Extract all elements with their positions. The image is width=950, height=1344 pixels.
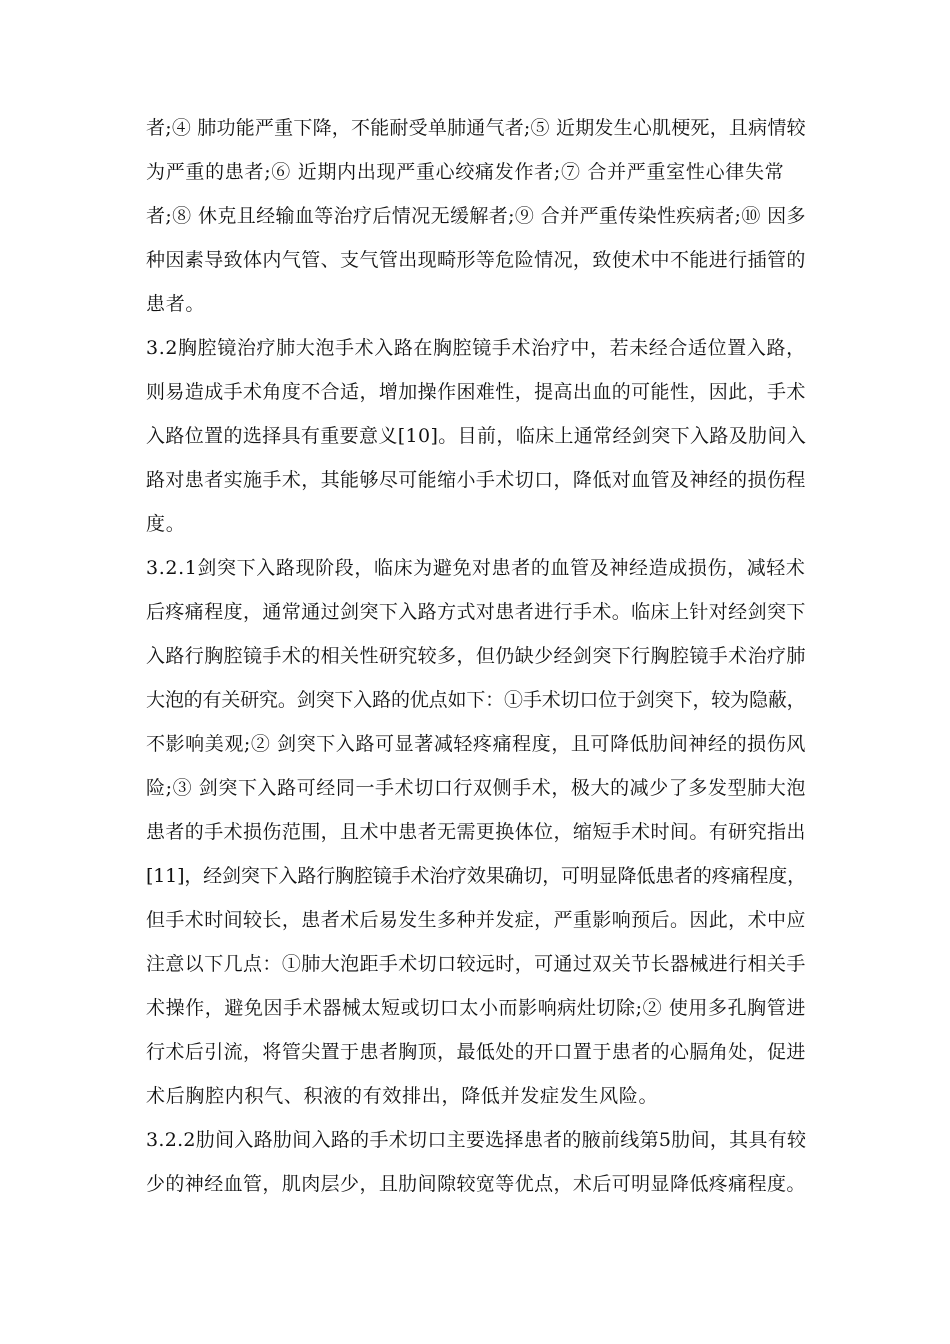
- text-line: 术后胸腔内积气、积液的有效排出，降低并发症发生风险。: [146, 1085, 659, 1107]
- text-line: 不影响美观;② 剑突下入路可显著减轻疼痛程度，且可降低肋间神经的损伤风: [146, 733, 806, 755]
- text-line: 者;⑧ 休克且经输血等治疗后情况无缓解者;⑨ 合并严重传染性疾病者;⑩ 因多: [146, 205, 806, 227]
- text-line: 行术后引流，将管尖置于患者胸顶，最低处的开口置于患者的心膈角处，促进: [146, 1041, 806, 1063]
- text-line: 患者。: [146, 293, 206, 315]
- text-line: 术操作，避免因手术器械太短或切口太小而影响病灶切除;② 使用多孔胸管进: [146, 997, 806, 1019]
- text-line: 后疼痛程度，通常通过剑突下入路方式对患者进行手术。临床上针对经剑突下: [146, 601, 806, 623]
- section-3-2-1-heading-line: 3.2.1剑突下入路现阶段，临床为避免对患者的血管及神经造成损伤，减轻术: [146, 557, 806, 579]
- text-line: 种因素导致体内气管、支气管出现畸形等危险情况，致使术中不能进行插管的: [146, 249, 806, 271]
- text-line: 入路位置的选择具有重要意义[10]。目前，临床上通常经剑突下入路及肋间入: [146, 425, 807, 447]
- text-line: 入路行胸腔镜手术的相关性研究较多，但仍缺少经剑突下行胸腔镜手术治疗肺: [146, 645, 806, 667]
- text-line: 患者的手术损伤范围，且术中患者无需更换体位，缩短手术时间。有研究指出: [146, 821, 806, 843]
- text-line: 少的神经血管，肌肉层少，且肋间隙较宽等优点，术后可明显降低疼痛程度。: [146, 1173, 806, 1195]
- text-line: 路对患者实施手术，其能够尽可能缩小手术切口，降低对血管及神经的损伤程: [146, 469, 806, 491]
- text-line: 度。: [146, 513, 186, 535]
- text-line: 者;④ 肺功能严重下降，不能耐受单肺通气者;⑤ 近期发生心肌梗死，且病情较: [146, 117, 806, 139]
- section-3-2-2-heading-line: 3.2.2肋间入路肋间入路的手术切口主要选择患者的腋前线第5肋间，其具有较: [146, 1129, 807, 1151]
- text-line: 为严重的患者;⑥ 近期内出现严重心绞痛发作者;⑦ 合并严重室性心律失常: [146, 161, 785, 183]
- section-3-2-heading-line: 3.2胸腔镜治疗肺大泡手术入路在胸腔镜手术治疗中，若未经合适位置入路，: [146, 337, 806, 359]
- text-line: 险;③ 剑突下入路可经同一手术切口行双侧手术，极大的减少了多发型肺大泡: [146, 777, 806, 799]
- text-line: 大泡的有关研究。剑突下入路的优点如下：①手术切口位于剑突下，较为隐蔽，: [146, 689, 806, 711]
- text-line: 注意以下几点：①肺大泡距手术切口较远时，可通过双关节长器械进行相关手: [146, 953, 806, 975]
- text-line: [11]，经剑突下入路行胸腔镜手术治疗效果确切，可明显降低患者的疼痛程度，: [146, 865, 806, 887]
- text-line: 则易造成手术角度不合适，增加操作困难性，提高出血的可能性，因此，手术: [146, 381, 806, 403]
- text-line: 但手术时间较长，患者术后易发生多种并发症，严重影响预后。因此，术中应: [146, 909, 806, 931]
